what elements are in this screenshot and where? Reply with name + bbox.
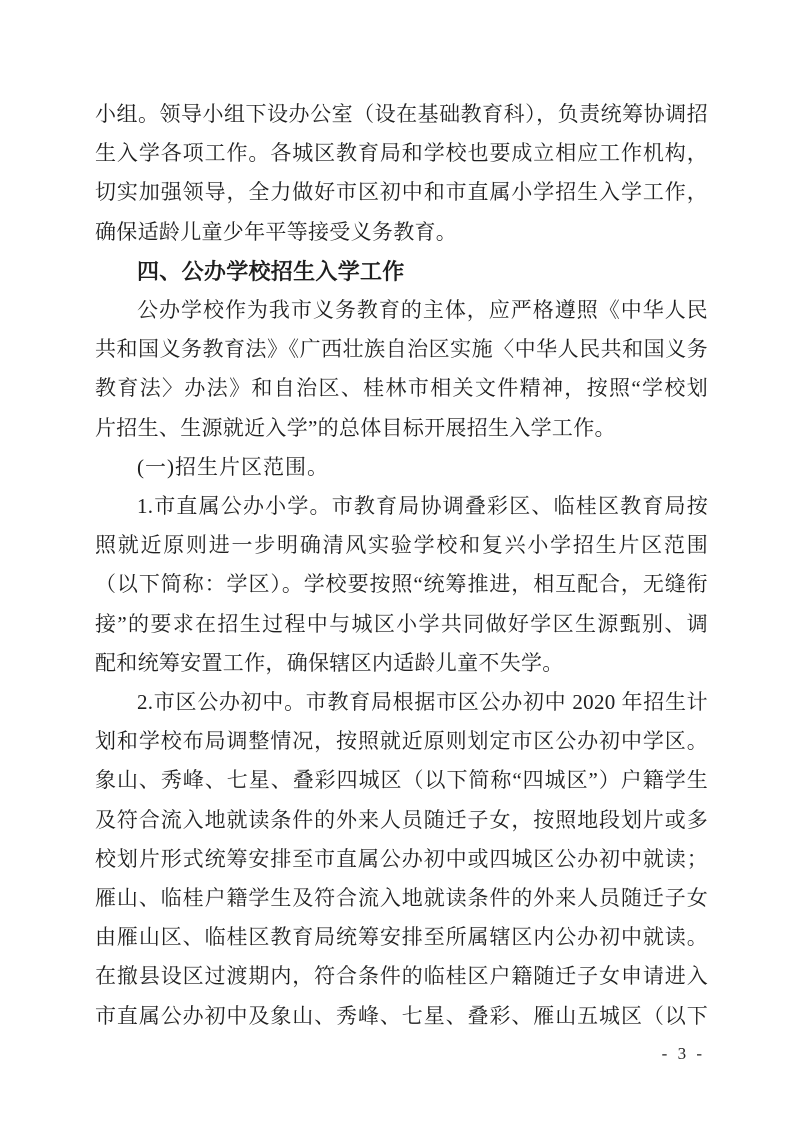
text-line: 照就近原则进一步明确清风实验学校和复兴小学招生片区范围 <box>95 533 708 558</box>
text-line: 市直属公办初中及象山、秀峰、七星、叠彩、雁山五城区（以下 <box>95 1003 708 1028</box>
text-line: 公办学校作为我市义务教育的主体，应严格遵照《中华人民 <box>137 298 708 323</box>
text-line: 象山、秀峰、七星、叠彩四城区（以下简称“四城区”）户籍学生 <box>95 768 708 793</box>
text-line: 1.市直属公办小学。市教育局协调叠彩区、临桂区教育局按 <box>137 494 708 519</box>
text-line: 2.市区公办初中。市教育局根据市区公办初中 2020 年招生计 <box>137 690 708 715</box>
text-line: 小组。领导小组下设办公室（设在基础教育科），负责统筹协调招 <box>95 102 708 126</box>
text-line: 片招生、生源就近入学”的总体目标开展招生入学工作。 <box>95 415 616 440</box>
text-line: 划和学校布局调整情况，按照就近原则划定市区公办初中学区。 <box>95 729 708 754</box>
text-line: 切实加强领导，全力做好市区初中和市直属小学招生入学工作， <box>95 180 708 205</box>
text-line: （以下简称：学区）。学校要按照“统筹推进，相互配合，无缝衔 <box>95 572 708 597</box>
text-line: 配和统筹安置工作，确保辖区内适龄儿童不失学。 <box>95 650 564 675</box>
text-line: 接”的要求在招生过程中与城区小学共同做好学区生源甄别、调 <box>95 611 708 636</box>
text-line: 由雁山区、临桂区教育局统筹安排至所属辖区内公办初中就读。 <box>95 925 708 950</box>
text-line: 在撤县设区过渡期内，符合条件的临桂区户籍随迁子女申请进入 <box>95 964 708 989</box>
text-line: 共和国义务教育法》《广西壮族自治区实施〈中华人民共和国义务 <box>95 337 708 362</box>
text-line: 及符合流入地就读条件的外来人员随迁子女，按照地段划片或多 <box>95 807 708 832</box>
text-line: 校划片形式统筹安排至市直属公办初中或四城区公办初中就读； <box>95 846 708 871</box>
text-line: 教育法〉办法》和自治区、桂林市相关文件精神，按照“学校划 <box>95 376 708 401</box>
text-column <box>95 95 708 1036</box>
section-heading: 四、公办学校招生入学工作 <box>137 258 405 284</box>
page-number: - 3 - <box>661 1044 705 1063</box>
text-line: 雁山、临桂户籍学生及符合流入地就读条件的外来人员随迁子女 <box>95 886 708 911</box>
text-line: 生入学各项工作。各城区教育局和学校也要成立相应工作机构， <box>95 141 708 166</box>
subsection-heading: (一)招生片区范围。 <box>137 454 329 479</box>
text-line: 确保适龄儿童少年平等接受义务教育。 <box>95 219 458 244</box>
